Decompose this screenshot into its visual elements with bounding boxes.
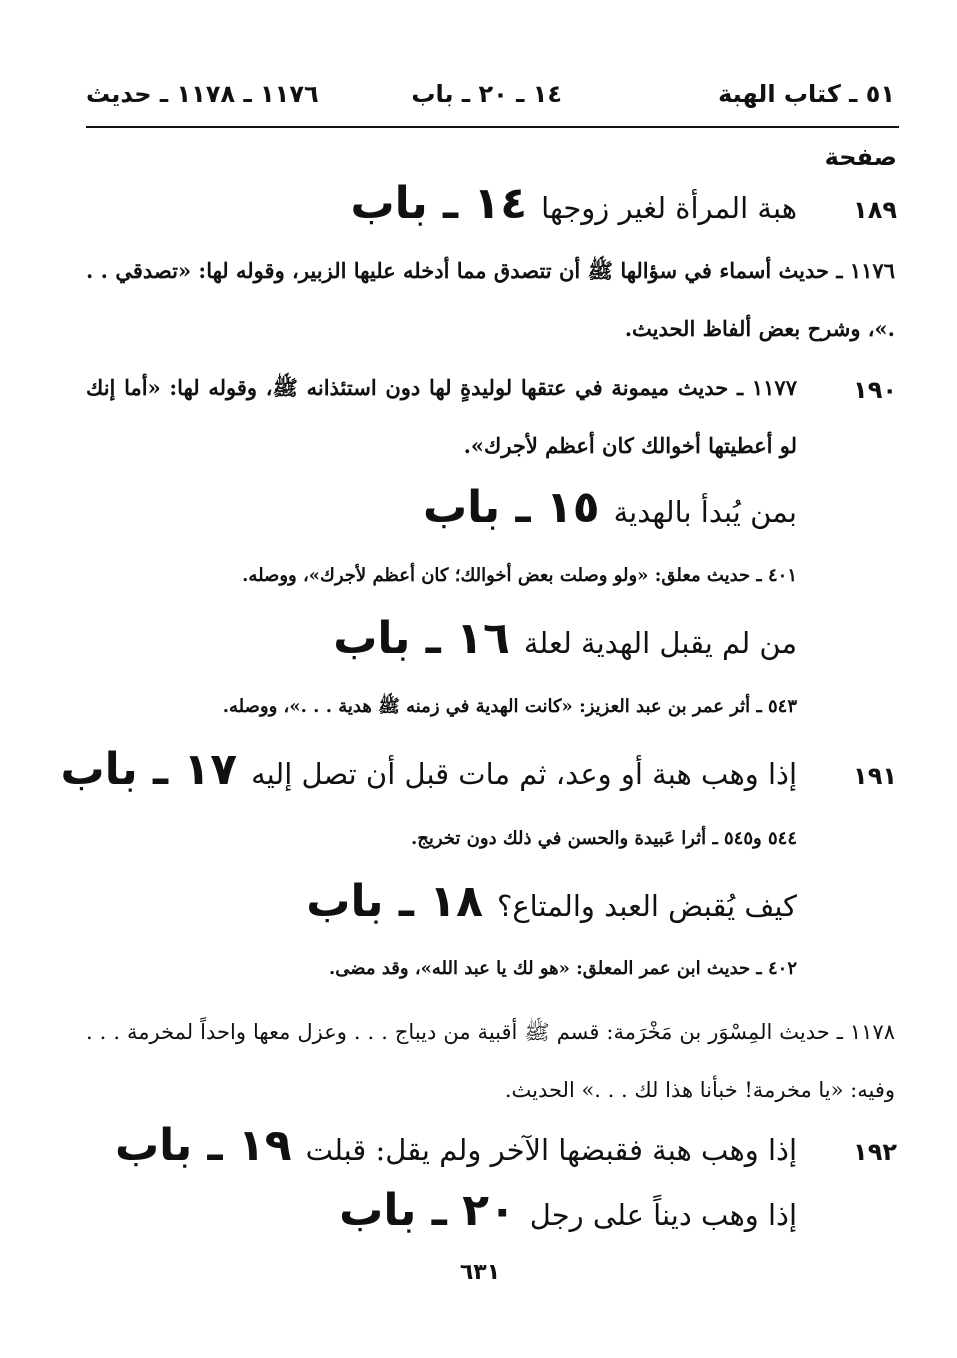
chapter-heading-15 — [423, 482, 797, 533]
chapter-heading-14 — [350, 178, 797, 229]
chapter-title: من لم يقبل الهدية لعلة — [523, 626, 797, 660]
margin-page-number: ١٩٢ — [853, 1138, 897, 1166]
note-entry-543: ٥٤٣ ـ أثر عمر بن عبد العزيز: «كانت الهدية في زمنه ﷺ هدية . . .»، ووصله. — [222, 696, 797, 717]
chapter-title: هبة المرأة لغير زوجها — [541, 191, 797, 225]
chapter-number: ١٤ ـ باب — [350, 178, 528, 229]
chapter-heading-20 — [339, 1185, 797, 1236]
hadith-entry-1176: ١١٧٦ ـ حديث أسماء في سؤالها ﷺ أن تتصدق مما أدخله عليها الزبير، وقوله لها: «تصدقي . . .»، وشرح بعض ألفاظ الحديث. — [86, 258, 895, 341]
chapter-heading-19 — [115, 1120, 797, 1171]
chapter-number: ١٥ ـ باب — [422, 482, 600, 533]
margin-page-number: ١٨٩ — [853, 196, 897, 224]
note-entry-402: ٤٠٢ ـ حديث ابن عمر المعلق: «هو لك يا عبد الله»، وقد مضى. — [329, 958, 797, 979]
chapter-heading-18 — [306, 876, 797, 927]
hadith-entry-1178: ١١٧٨ ـ حديث المِسْوَر بن مَخْرَمة: قسم ﷺ أقبية من ديباج . . . وعزل معها واحداً لمخرمة . . . وفيه: «يا مخرمة! خبأنا هذا لك . . .» الحديث. — [86, 1020, 895, 1102]
margin-page-number: ١٩١ — [853, 762, 897, 790]
chapter-heading-17 — [60, 744, 797, 795]
chapter-title: بمن يُبدأ بالهدية — [613, 495, 797, 529]
chapter-number: ١٦ ـ باب — [333, 613, 510, 664]
page-number: ٦٣١ — [459, 1260, 501, 1285]
chapter-number: ١٨ ـ باب — [306, 876, 483, 927]
margin-page-number: ١٩٠ — [853, 376, 897, 404]
chapter-number: ١٧ ـ باب — [60, 744, 238, 795]
header-book-title: ٥١ ـ كتاب الهبة — [718, 80, 895, 108]
chapter-number: ١٩ ـ باب — [114, 1120, 292, 1171]
chapter-title: كيف يُقبض العبد والمتاع؟ — [496, 889, 797, 923]
header-divider — [86, 126, 899, 128]
header-hadith-range: ١١٧٦ ـ ١١٧٨ ـ حديث — [86, 80, 319, 108]
header-chapter-range: ١٤ ـ ٢٠ ـ باب — [411, 80, 562, 108]
page-column-label: صفحة — [824, 143, 897, 171]
chapter-heading-16 — [333, 613, 797, 664]
note-entry-544: ٥٤٤ و٥٤٥ ـ أثرا عَبيدة والحسن في ذلك دون تخريج. — [410, 828, 797, 849]
chapter-title: إذا وهب هبة أو وعد، ثم مات قبل أن تصل إليه — [251, 757, 797, 791]
chapter-title: إذا وهب ديناً على رجل — [529, 1198, 797, 1232]
hadith-entry-1177: ١١٧٧ ـ حديث ميمونة في عتقها لوليدةٍ لها دون استئذانه ﷺ، وقوله لها: «أما إنك لو أعطيتها أخوالك كان أعظم لأجرك». — [86, 375, 797, 458]
note-entry-401: ٤٠١ ـ حديث معلق: «ولو وصلت بعض أخوالك؛ كان أعظم لأجرك»، ووصله. — [242, 565, 797, 586]
chapter-title: إذا وهب هبة فقبضها الآخر ولم يقل: قبلت — [305, 1133, 797, 1167]
chapter-number: ٢٠ ـ باب — [339, 1185, 516, 1236]
